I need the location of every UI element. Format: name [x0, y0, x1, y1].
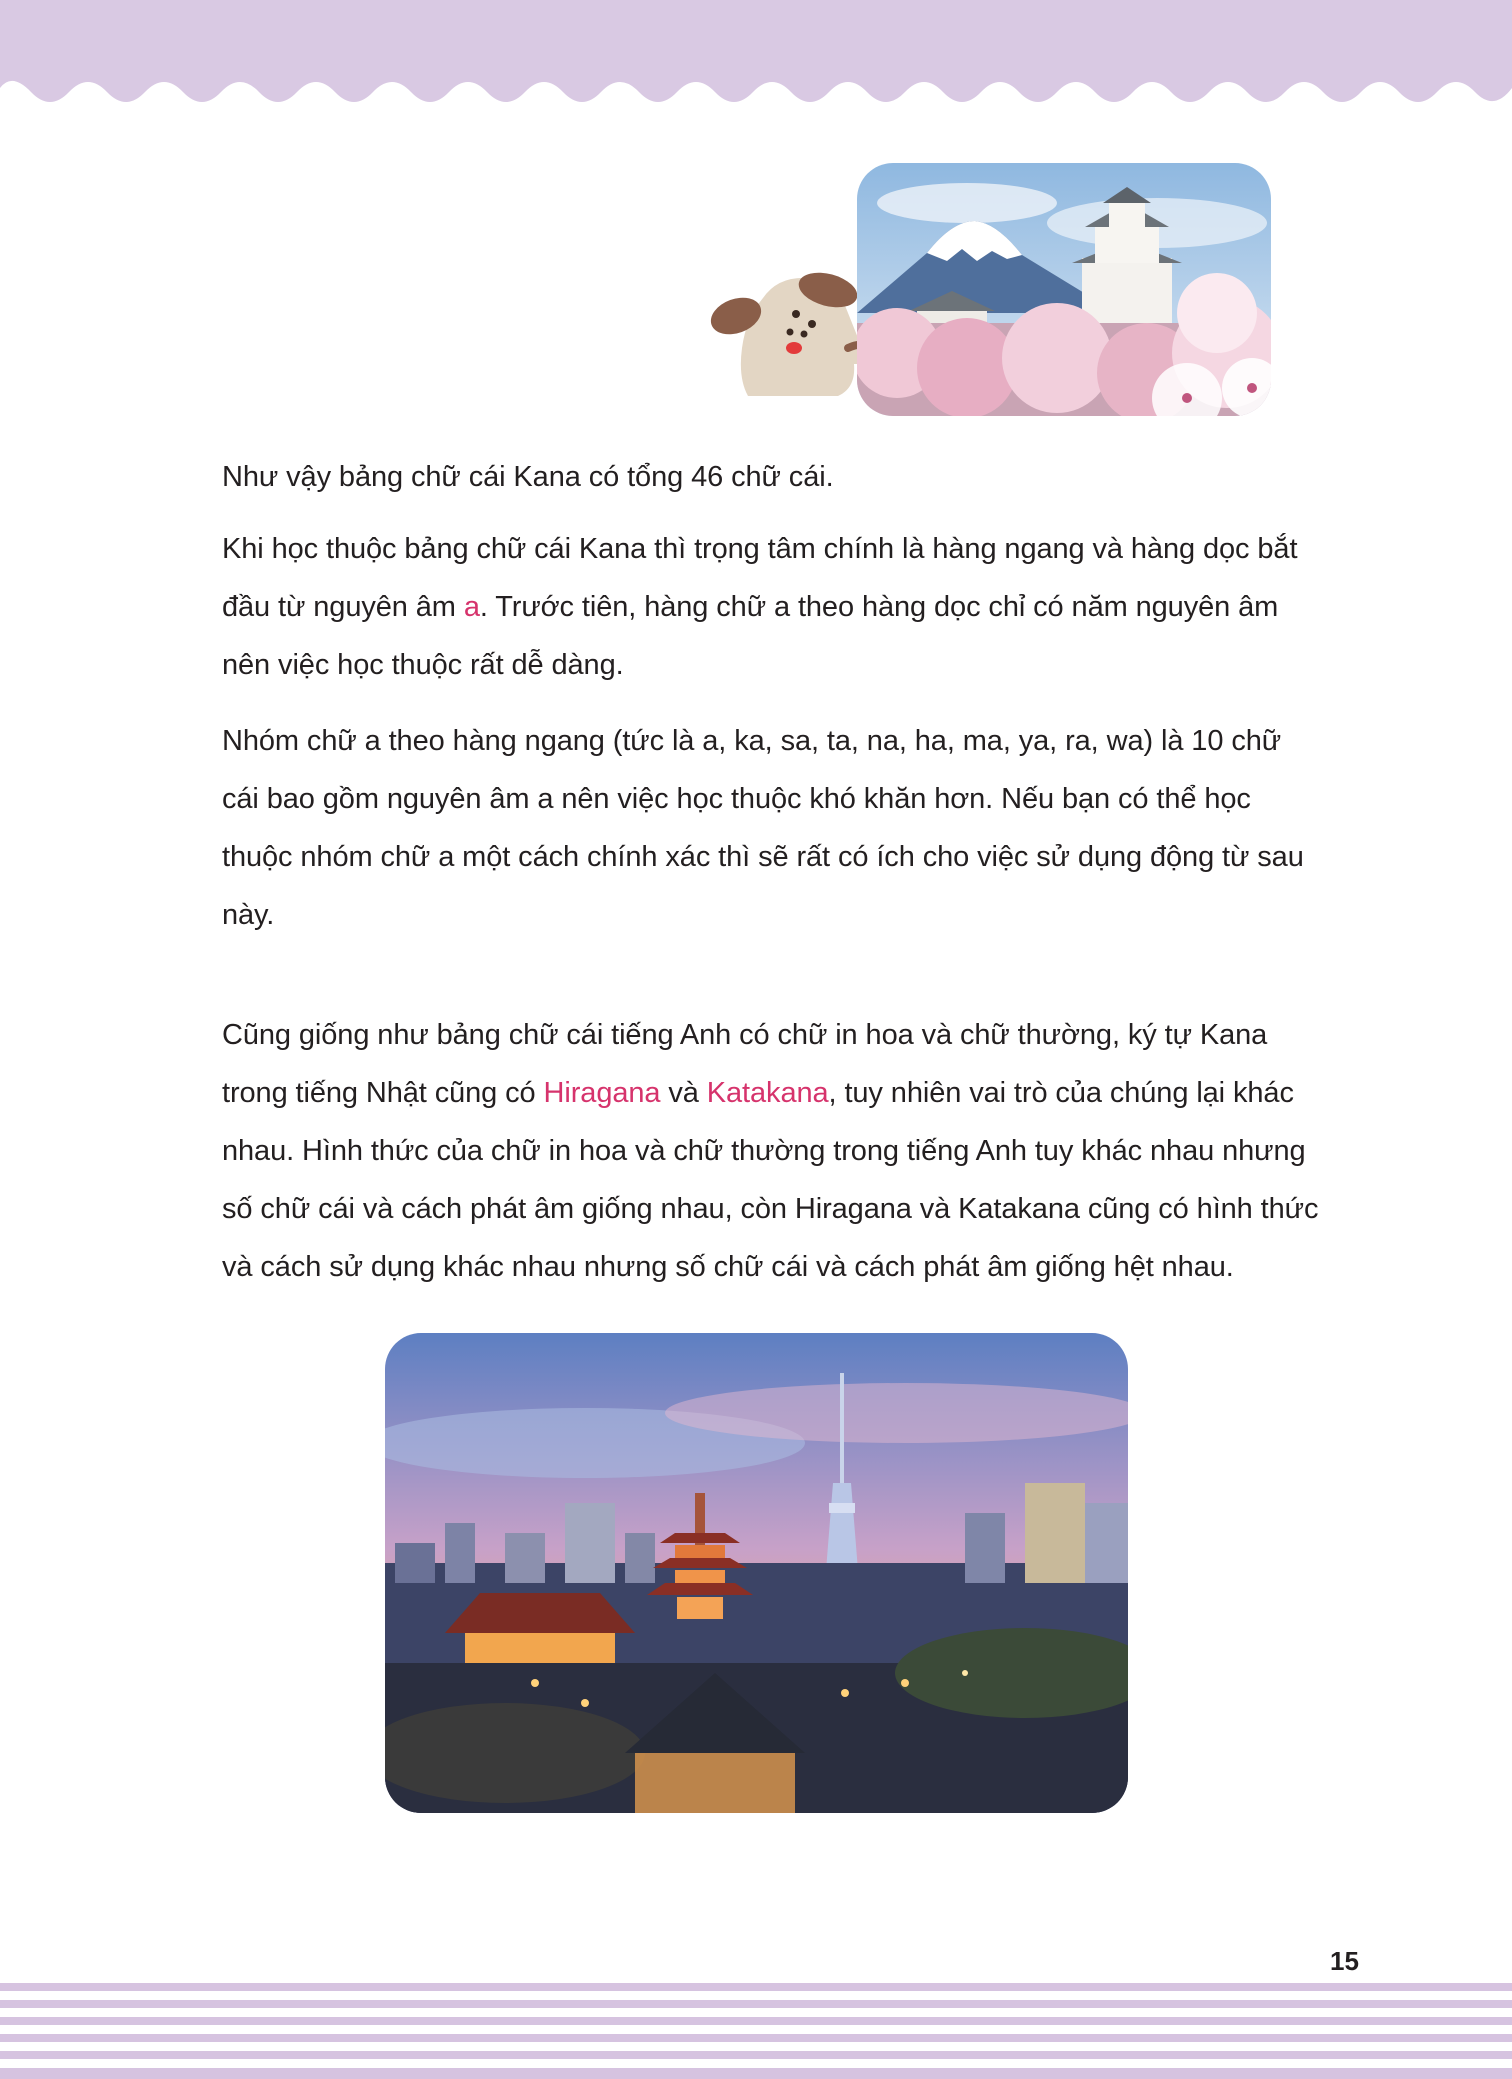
- paragraph-1: Như vậy bảng chữ cái Kana có tổng 46 chữ cái.: [222, 461, 834, 493]
- highlight-katakana: Katakana: [706, 1077, 829, 1109]
- paragraph-4: Cũng giống như bảng chữ cái tiếng Anh có chữ in hoa và chữ thường, ký tự Kana trong tiếng Nhật cũng có Hiragana và Katakana, tuy nhiên vai trò của chúng lại khác nhau. Hình thức của chữ in hoa và chữ thường trong tiếng Anh tuy khác nhau nhưng số chữ cái và cách phát âm giống nhau, còn Hiragana và Katakana cũng có hình thức và cách sử dụng khác nhau nhưng số chữ cái và cách phát âm giống hệt nhau.: [222, 1019, 1319, 1283]
- paragraph-2: Khi học thuộc bảng chữ cái Kana thì trọng tâm chính là hàng ngang và hàng dọc bắt đầu từ nguyên âm a. Trước tiên, hàng chữ a theo hàng dọc chỉ có năm nguyên âm nên việc học thuộc rất dễ dàng.: [222, 533, 1298, 681]
- bottom-stripes: [0, 1983, 1512, 2079]
- fuji-castle-photo: [857, 163, 1271, 416]
- paragraph-3: Nhóm chữ a theo hàng ngang (tức là a, ka, sa, ta, na, ha, ma, ya, ra, wa) là 10 chữ cái bao gồm nguyên âm a nên việc học thuộc khó khăn hơn. Nếu bạn có thể học thuộc nhóm chữ a một cách chính xác thì sẽ rất có ích cho việc sử dụng động từ sau này.: [222, 725, 1304, 931]
- page-number: 15: [1330, 1946, 1359, 1976]
- highlight-vowel-a: a: [463, 591, 480, 623]
- highlight-hiragana: Hiragana: [543, 1077, 661, 1109]
- top-wave-band: [0, 0, 1512, 120]
- tokyo-skyline-photo: [385, 1333, 1128, 1813]
- body-text: [222, 448, 1322, 1296]
